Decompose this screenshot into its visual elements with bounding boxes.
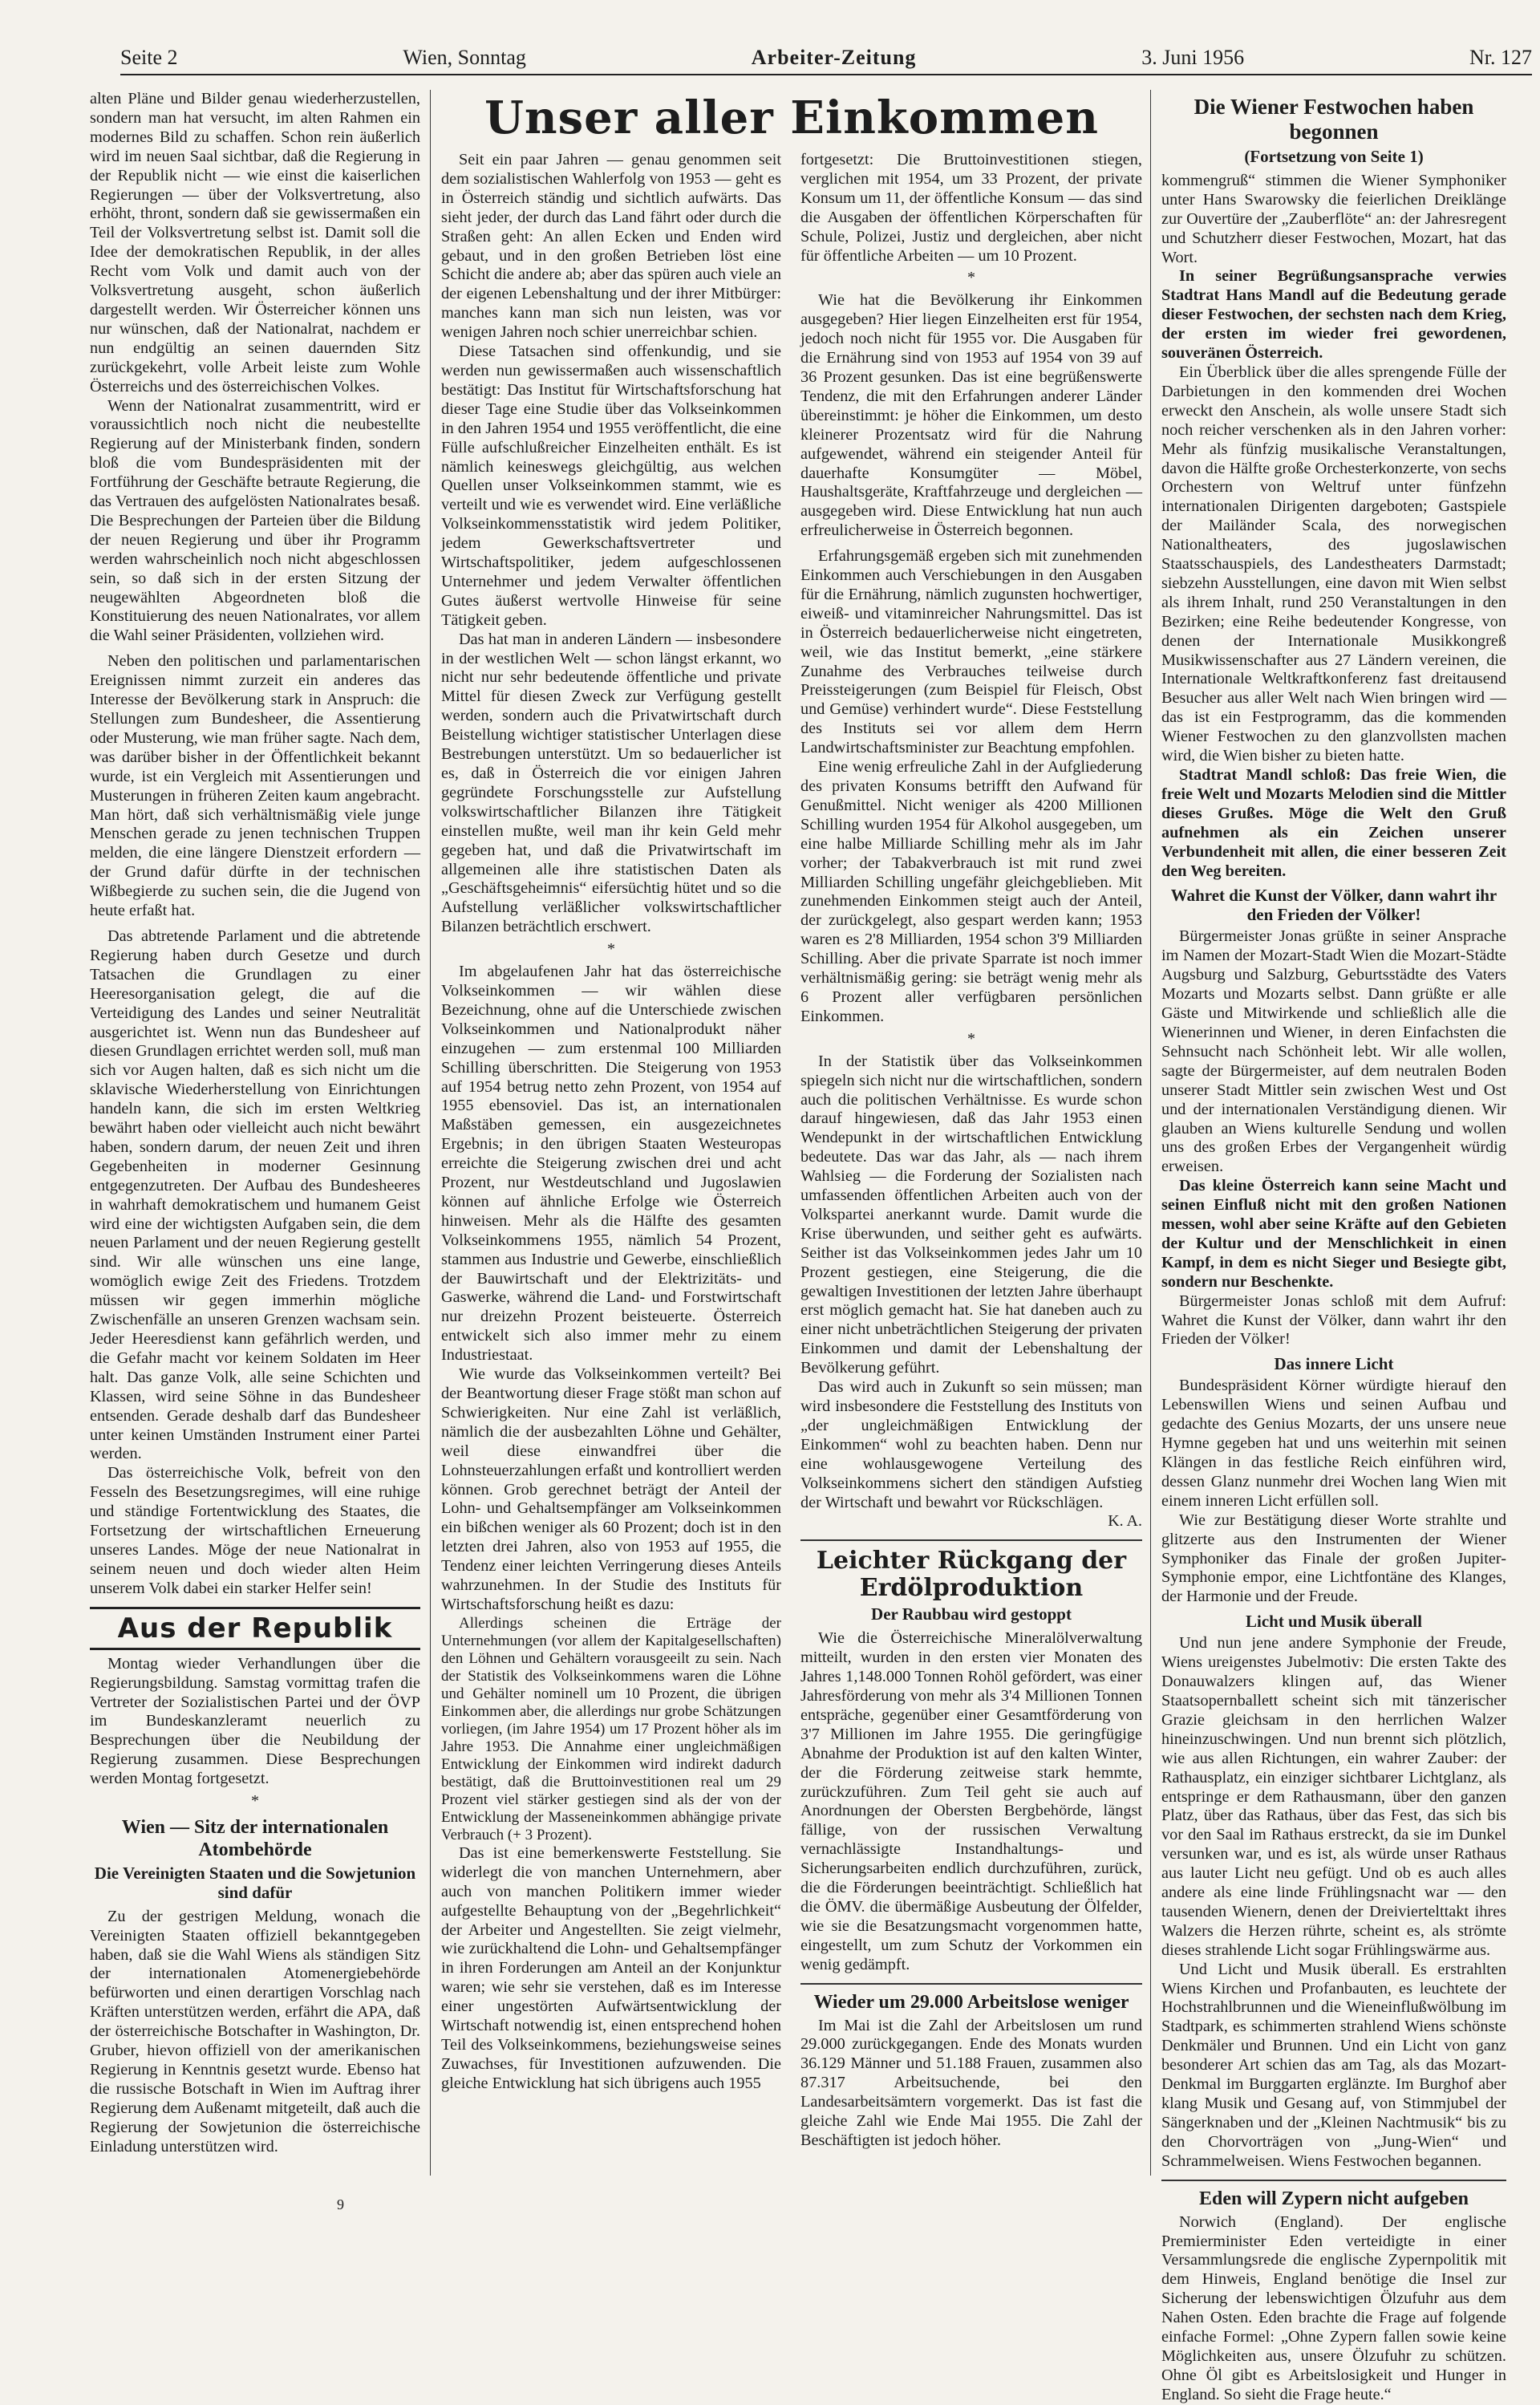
headline-arbeitslose: Wieder um 29.000 Arbeitslose weniger xyxy=(813,1991,1129,2013)
article-paragraph: Wie die Österreichische Mineralölverwaltung mitteilt, wurden in den ersten vier Monaten des Jahres 1,148.000 Tonnen Rohöl gefördert, was einer Jahresförderung von mehr als 3'4 Millionen Tonnen entspräche, gegenüber einer Gesamtförderung von 3'7 Millionen im Jahre 1955. Die geringfügige Abnahme der Produktion ist auf den kalten Winter, der die Förderung zeitweise stark hemmte, zurückzuführen. Zum Teil geht sie auch auf Anordnungen der Obersten Bergbehörde, längst fällige, von der russischen Verwaltung vernachlässigte Instandhaltungs- und Sicherungsarbeiten endlich durchzuführen, zurück, die die Förderungen beeinträchtigt. Schließlich hat die ÖMV. die übermäßige Ausbeutung der Ölfelder, wie sie die Besatzungsmacht vorgenommen hatte, eingestellt, um zum Schutz der Vorkommen ein wenig gedämpft. xyxy=(800,1629,1142,1973)
headline-zypern: Eden will Zypern nicht aufgeben xyxy=(1198,2188,1469,2209)
article-paragraph: alten Pläne und Bilder genau wiederherzustellen, sondern man hat versucht, im alten Rahmen ein modernes Bild zu schaffen. Schon rein äußerlich wird im neuen Saal sichtbar, daß die Regierung in der Republik nicht — wie einst die kaiserlichen Regierungen — über der Volksvertretung, also erhöht, thront, sondern daß sie gewissermaßen ein Teil der Volksvertretung selbst ist. Damit soll die Idee der demokratischen Republik, in der alles Recht vom Volk und damit auch von der Volksvertretung ausgeht, schon äußerlich dargestellt werden. Wir Österreicher können uns nur wünschen, daß der Nationalrat, nachdem er nun endgültig an seinen dauernden Sitz zurückgekehrt, volle Arbeit leiste zum Wohle Österreichs und des österreichischen Volkes. xyxy=(90,90,420,395)
column-2 xyxy=(441,151,781,2176)
article-paragraph: Stadtrat Mandl schloß: Das freie Wien, die freie Welt und Mozarts Melodien sind die Mittler dieses Grußes. Möge die Welt den Gruß aufnehmen als ein Zeichen unserer Verbundenheit mit allen, die einer besseren Zeit den Weg bereiten. xyxy=(1161,766,1506,880)
article-paragraph: Das wird auch in Zukunft so sein müssen; man wird insbesondere die Feststellung des Instituts von „der ungleichmäßigen Entwicklung der Einkommen“ wohl zu beachten haben. Denn nur eine wohlausgewogene Verteilung des Volkseinkommens sichert den ständigen Aufstieg der Wirtschaft und bewahrt vor Rückschlägen. xyxy=(800,1378,1142,1511)
section-divider xyxy=(800,1539,1142,1541)
issue-number: Nr. 127 xyxy=(1469,46,1532,69)
headline-licht-und-musik: Licht und Musik überall xyxy=(1246,1612,1422,1632)
column-rule xyxy=(430,90,431,2176)
subheadline-erdoel: Der Raubbau wird gestoppt xyxy=(871,1604,1072,1624)
article-paragraph: Das abtretende Parlament und die abtretende Regierung haben durch Gesetze und durch Tatsachen die Grundlagen zu einer Heeresorganisation gelegt, die auf die Verteidigung des Landes und seiner Neutralität ausgerichtet ist. Wenn nun das Bundesheer auf diesen Grundlagen errichtet werden soll, muß man sich vor Augen halten, daß es sich nicht um die sklavische Wiederherstellung von Einrichtungen handeln kann, die sich im ersten Weltkrieg bewährt haben oder vielleicht auch nicht bewährt haben, sondern darum, der neuen Zeit und ihren Gegebenheiten in moderner Gesinnung entgegenzutreten. Der Aufbau des Bundesheeres in wahrhaft demokratischem und humanem Geist wird eine der wichtigsten Aufgaben sein, die dem neuen Parlament und der neuen Regierung gestellt sind. Wir alle wünschen uns eine lange, womöglich ewige Zeit des Friedens. Trotzdem müssen wir gegen immerhin mögliche Zwischenfälle an unseren Grenzen wachsam sein. Jeder Heeresdienst kann gefährlich werden, und die Gefahr macht vor keinem Soldaten im Heer halt. Das ganze Volk, alle seine Schichten und Klassen, wird seine Söhne in das Bundesheer entsenden. Gerade deshalb darf das Bundesheer unter keinen Umständen Instrument einer Partei werden. xyxy=(90,927,420,1463)
author-signature: K. A. xyxy=(1108,1512,1142,1531)
article-paragraph: Bundespräsident Körner würdigte hierauf den Lebenswillen Wiens und seinen Aufbau und gedachte des Genius Mozarts, der uns unsere neue Hymne gegeben hat und uns weiterhin mit seinen Klängen in das festliche Reich einführen wird, dessen Glanz nunmehr drei Wochen lang Wien mit einem inneren Licht erfüllen soll. xyxy=(1161,1377,1506,1510)
article-paragraph: Das hat man in anderen Ländern — insbesondere in der westlichen Welt — schon längst erkannt, wo nicht nur sehr bedeutende öffentliche und private Mittel für diesen Zweck zur Verfügung gestellt werden, sondern auch die Privatwirtschaft durch Beistellung wichtiger statistischer Unterlagen diese Bestrebungen unterstützt. Um so bedauerlicher ist es, daß in Österreich die vor einigen Jahren gegründete Forschungsstelle zur Aufstellung volkswirtschaftlicher Bilanzen ihre Tätigkeit einstellen mußte, weil man ihr kein Geld mehr gegeben hat, und daß die Privatwirtschaft im allgemeinen alle ihre statistischen Daten als „Geschäftsgeheimnis“ eifersüchtig hütet und so die Aufstellung verläßlicher volkswirtschaftlicher Bilanzen beträchtlich erschwert. xyxy=(441,630,781,936)
article-paragraph: Im abgelaufenen Jahr hat das österreichische Volkseinkommen — wir wählen diese Bezeichnung, ohne auf die Unterschiede zwischen Volkseinkommen und Nationalprodukt näher einzugehen — zum erstenmal 100 Milliarden Schilling überschritten. Die Steigerung von 1953 auf 1954 betrug netto zehn Prozent, von 1954 auf 1955 ebensoviel. Das ist, an internationalen Maßstäben gemessen, ein ausgezeichnetes Ergebnis; in den übrigen Staaten Westeuropas erreichte die Steigerung zwischen drei und acht Prozent, nur Westdeutschland und Jugoslawien können auf ähnliche Erfolge wie Österreich hinweisen. Mehr als die Hälfte des gesamten Volkseinkommens 1955, nämlich 54 Prozent, stammen aus Industrie und Gewerbe, einschließlich der Bauwirtschaft und der Elektrizitäts- und Gaswerke, während die Land- und Forstwirtschaft nur dreizehn Prozent beisteuerte. Österreich entwickelt sich also immer mehr zu einem Industriestaat. xyxy=(441,963,781,1365)
article-paragraph: Wie wurde das Volkseinkommen verteilt? Bei der Beantwortung dieser Frage stößt man schon auf Schwierigkeiten. Nur eine Zahl ist verläßlich, nämlich die der ausbezahlten Löhne und Gehälter, weil diese einwandfrei über die Lohnsteuerzahlungen erfaßt und kontrolliert werden können. Grob gerechnet beträgt der Anteil der Lohn- und Gehaltsempfänger am Volkseinkommen ein bißchen weniger als 60 Prozent; doch ist in den letzten drei Jahren, also von 1953 auf 1955, die Tendenz einer leichten Verringerung dieses Anteils wahrzunehmen. In der Studie des Instituts für Wirtschaftsforschung heißt es dazu: xyxy=(441,1365,781,1613)
continuation-note: (Fortsetzung von Seite 1) xyxy=(1244,147,1424,166)
headline-kunst-der-voelker: Wahret die Kunst der Völker, dann wahrt ihr den Frieden der Völker! xyxy=(1170,886,1497,925)
article-paragraph: Und nun jene andere Symphonie der Freude, Wiens ureigenstes Jubelmotiv: Die ersten Takte des Donauwalzers klingen auf, das Wiener Staatsopernballett scheint sich mit tänzerischer Grazie gleichsam in den herrlichen Walzer hineinzuschwingen. Und nun brennt sich plötzlich, wie aus allen Richtungen, ein wahrer Zauber: der Rathausplatz, ein einziger sichtbarer Lichtglanz, als entspringe er dem Rathausmann, über den ganzen Platz, über das Rathaus, über das Fest, das sich bis vor den Saal im Rathaus erstreckt, da sie im Dunkel versunken war, und es ist, als würde unser Rathaus aus lauter Licht neu gefügt. Und ob es auch alles andere als eine linde Frühlingsnacht war — den tausenden Wienern, denen der Dreiviertelttakt ihres Walzers die Herzen rührte, scheint es, als strömte dieses strahlende Licht sogar Frühlingswärme aus. xyxy=(1161,1634,1506,1959)
article-paragraph: Neben den politischen und parlamentarischen Ereignissen nimmt zurzeit ein anderes das Interesse der Bevölkerung stark in Anspruch: die Stellungen zum Bundesheer, die Assentierung oder Musterung, wie man früher sagte. Nach dem, was darüber bisher in der Öffentlichkeit bekannt wurde, ist ein Vergleich mit Assentierungen und Musterungen in früheren Zeiten kaum angebracht. Man hört, daß sich verhältnismäßig viele junge Menschen gerade zu jenen technischen Truppen melden, die eine längere Dienstzeit erfordern — der Grund dafür dürfte in der technischen Wißbegierde zu suchen sein, die die Jugend von heute erfaßt hat. xyxy=(90,652,420,920)
separator-star: * xyxy=(967,1029,975,1048)
separator-star: * xyxy=(251,1792,259,1811)
article-paragraph: Das kleine Österreich kann seine Macht und seinen Einfluß nicht mit den großen Nationen messen, wohl aber seine Kräfte auf den Gebieten der Kultur und der Menschlichkeit in einen Kampf, in dem es nicht Sieger und Besiegte gibt, sondern nur Beschenkte. xyxy=(1161,1177,1506,1291)
lead-headline: Unser aller Einkommen xyxy=(484,91,1099,144)
article-quote: Allerdings scheinen die Erträge der Unternehmungen (vor allem der Kapitalgesellschaften) den Löhnen und Gehältern vorausgeeilt zu sein. Nach der Statistik des Volkseinkommens waren die Löhne und Gehälter nominell um 10 Prozent, die übrigen Einkommen aber, die allerdings nur grobe Schätzungen vorliegen, (im Jahre 1954) um 17 Prozent höher als im Jahre 1953. Die Annahme einer ungleichmäßigen Entwicklung der Einkommen wird indirekt dadurch bestätigt, daß die Bruttoinvestitionen real um 29 Prozent viel stärker gestiegen sind als der von der Entwicklung der Masseneinkommen abhängige private Verbrauch (+ 3 Prozent). xyxy=(441,1614,781,1843)
headline-erdoel: Leichter Rückgang der Erdölproduktion xyxy=(816,1547,1127,1603)
article-paragraph: Seit ein paar Jahren — genau genommen seit dem sozialistischen Wahlerfolg von 1953 — geht es in Österreich ständig und sichtlich aufwärts. Das sieht jeder, der durch das Land fährt oder durch die Straßen geht: An allen Ecken und Enden wird gebaut, und in den großen Betrieben löst eine Schicht die andere ab; aber das spüren auch viele an der eigenen Lebenshaltung und der ihrer Mitbürger: manches kann man sich nun leisten, was vor wenigen Jahren noch schier unerreichbar schien. xyxy=(441,151,781,342)
page-number: Seite 2 xyxy=(120,46,178,69)
article-paragraph: Das österreichische Volk, befreit von den Fesseln des Besetzungsregimes, will eine ruhige und ständige Fortentwicklung des Staates, die Fortsetzung der wirtschaftlichen Erneuerung unseres Landes. Möge der neue Nationalrat in seinem neuen und doch wieder alten Heim unserem Volk dabei ein starker Helfer sein! xyxy=(90,1464,420,1597)
separator-star: * xyxy=(607,940,615,959)
headline-festwochen: Die Wiener Festwochen haben begonnen xyxy=(1194,95,1474,144)
headline-atombehoerde: Wien — Sitz der internationalen Atombehörde xyxy=(121,1816,389,1860)
article-paragraph: In der Statistik über das Volkseinkommen spiegeln sich nicht nur die wirtschaftlichen, sondern auch die politischen Verhältnisse. Es wurde schon darauf hingewiesen, daß das Jahr 1953 einen Wendepunkt in der wirtschaftlichen Entwicklung bedeutete. Das war das Jahr, als — nach ihrem Wahlsieg — die Forderung der Sozialisten nach umfassenden öffentlichen Arbeiten auch von der Volkspartei anerkannt wurde. Damit wurde die Krise überwunden, und seither geht es aufwärts. Seither ist das Volkseinkommen jedes Jahr um 10 Prozent gestiegen, eine Steigerung, die die gewaltigen Investitionen der letzten Jahre überhaupt erst möglich gemacht hat. Sie hat daneben auch zu einer nicht unbeträchtlichen Steigerung der privaten Einkommen und damit der Lebenshaltung der Bevölkerung geführt. xyxy=(800,1052,1142,1377)
subheadline-atombehoerde: Die Vereinigten Staaten und die Sowjetunion sind dafür xyxy=(94,1863,416,1902)
city-day: Wien, Sonntag xyxy=(403,46,526,69)
separator-star: * xyxy=(967,269,975,287)
article-paragraph: Im Mai ist die Zahl der Arbeitslosen um rund 29.000 zurückgegangen. Ende des Monats wurden 36.129 Männer und 51.188 Frauen, zusammen also 87.317 Arbeitsuchende, bei den Landesarbeitsämtern vorgemerkt. Das ist fast die gleiche Zahl wie Ende Mai 1955. Die Zahl der Beschäftigten ist jedoch höher. xyxy=(800,2016,1142,2149)
article-paragraph: Zu der gestrigen Meldung, wonach die Vereinigten Staaten offiziell bekanntgegeben haben, daß sie die Wahl Wiens als ständigen Sitz der internationalen Atomenergiebehörde befürworten und einen derartigen Vorschlag nach Kräften unterstützen werden, erfährt die APA, daß der österreichische Botschafter in Washington, Dr. Gruber, hievon offiziell von der amerikanischen Regierung in Kenntnis gesetzt wurde. Ebenso hat die russische Botschaft in Wien im Auftrag ihrer Regierung dem Außenamt mitgeteilt, daß auch die Regierung der Sowjetunion die österreichische Einladung unterstützen wird. xyxy=(90,1907,420,2156)
article-paragraph: fortgesetzt: Die Bruttoinvestitionen stiegen, verglichen mit 1954, um 33 Prozent, der private Konsum um 11, der öffentliche Konsum — das sind die Ausgaben der öffentlichen Körperschaften für Schule, Polizei, Justiz und dergleichen, aber nicht für öffentliche Arbeiten — um 10 Prozent. xyxy=(800,151,1142,265)
article-paragraph: Wenn der Nationalrat zusammentritt, wird er voraussichtlich noch nicht die neubestellte Regierung auf der Ministerbank finden, sondern bloß die vom Bundespräsidenten mit der Fortführung der Geschäfte betraute Regierung, die das Vertrauen des aufgelösten Nationalrates besaß. Die Besprechungen der Parteien über die Bildung der neuen Regierung und über ihr Programm werden wahrscheinlich noch nicht abgeschlossen sein, so daß sich in der ersten Sitzung der neugewählten Abgeordneten bloß die Konstituierung des neuen Nationalrates, vor allem die Wahl seiner Präsidenten, vollziehen wird. xyxy=(90,396,420,645)
article-paragraph: Ein Überblick über die alles sprengende Fülle der Darbietungen in den kommenden drei Wochen erweckt den Anschein, als wolle unsere Stadt sich noch reicher verschenken als in den Jahren vorher: Mehr als fünfzig musikalische Veranstaltungen, davon die Hälfte große Orchesterkonzerte, von sechs Orchestern von Weltruf unter fünfzehn internationalen Dirigenten dargeboten; Gastspiele der Mailänder Scala, des norwegischen Nationaltheaters, des jugoslawischen Staatsschauspiels, des Landestheaters Darmstadt; siebzehn Ausstellungen, eine davon mit Wien selbst als ihrem Inhalt, rund 250 Veranstaltungen in den Bezirken; eine Reihe bedeutender Kongresse, von denen der Internationale Musikkongreß Musikwissenschafter aus 27 Ländern vereinen, die Internationale Weltkraftkonferenz fast dreitausend Besucher aus aller Welt nach Wien bringen wird — das ist ein Festprogramm, das die kommenden Wiener Festwochen zu den glanzvollsten machen wird, die Wien bisher zu bieten hatte. xyxy=(1161,363,1506,765)
column-rule xyxy=(1150,90,1151,2176)
article-paragraph: Erfahrungsgemäß ergeben sich mit zunehmenden Einkommen auch Verschiebungen in den Ausgaben für die Ernährung, nämlich zugunsten hochwertiger, eiweiß- und vitaminreicher Nahrungsmittel. Das ist in Österreich bedauerlicherweise nicht eingetreten, weil, wie das Institut bemerkt, „eine stärkere Zunahme des Verbrauches teilweise durch Preissteigerungen (zum Beispiel für Fleisch, Obst und Gemüse) verhindert wurde“. Diese Feststellung des Instituts sei vor allem dem Herrn Landwirtschaftsminister zur Beachtung empfohlen. xyxy=(800,547,1142,757)
column-4 xyxy=(1161,90,1506,2403)
article-paragraph: Und Licht und Musik überall. Es erstrahlten Wiens Kirchen und Profanbauten, es leuchtete der Hochstrahlbrunnen und die Wieneinflußwölbung im Stadtpark, es schimmerten strahlend Wiens schönste Denkmäler und Brunnen. Und ein Licht von ganz besonderer Art schien das am Tag, als das Mozart-Denkmal im Burggarten erglänzte. Im Burghof aber klang Musik und Gesang auf, von Stimmjubel der Sängerknaben und der „Kleinen Nachtmusik“ bis zu den Chorvorträgen von „Jung-Wien“ und Schrammelweisen. Wiens Festwochen begannen. xyxy=(1161,1960,1506,2170)
article-paragraph: Bürgermeister Jonas grüßte in seiner Ansprache im Namen der Mozart-Stadt Wien die Mozart-Städte Augsburg und Salzburg, Geburtsstädte des Vaters Mozarts und Mozarts selbst. Dann grüßte er alle Gäste und Mitwirkende und schließlich alle die Wienerinnen und Wiener, in deren Einfachsten die Sehnsucht nach Schönheit lebt. Wir alle wollen, sagte der Bürgermeister, auf dem neutralen Boden unserer Stadt Mittler sein zwischen West und Ost und der internationalen Verständigung dienen. Wir glauben an Wiens kulturelle Sendung und wollen uns des großen Erbes der Vergangenheit würdig erweisen. xyxy=(1161,927,1506,1176)
section-divider xyxy=(800,1983,1142,1985)
column-3 xyxy=(800,151,1142,2176)
headline-inneres-licht: Das innere Licht xyxy=(1274,1354,1394,1374)
column-1 xyxy=(90,90,420,2176)
section-divider xyxy=(1161,2180,1506,2181)
article-paragraph: Montag wieder Verhandlungen über die Regierungsbildung. Samstag vormittag trafen die Vertreter der Sozialistischen Partei und der ÖVP im Bundeskanzleramt neuerlich zu Besprechungen über die Neubildung der Regierung zusammen. Diese Besprechungen werden Montag fortgesetzt. xyxy=(90,1654,420,1788)
article-paragraph: Das ist eine bemerkenswerte Feststellung. Sie widerlegt die von manchen Unternehmern, aber auch von manchen Politikern immer wieder aufgestellte Behauptung von der „Begehrlichkeit“ der Arbeiter und Angestellten. Sie zeigt vielmehr, wie zurückhaltend die Lohn- und Gehaltsempfänger in ihren Forderungen am Anteil an der Konjunktur waren; wie sehr sie verstehen, daß es im Interesse einer ungestörten Aufwärtsentwicklung der Wirtschaft notwendig ist, einen entsprechend hohen Teil des Volkseinkommens, beziehungsweise seines Zuwachses, für Investitionen aufzuwenden. Die gleiche Entwicklung hat sich übrigens auch 1955 xyxy=(441,1843,781,2092)
article-paragraph: In seiner Begrüßungsansprache verwies Stadtrat Hans Mandl auf die Bedeutung gerade dieser Festwochen, der sechsten nach dem Krieg, der ersten im wieder frei gewordenen, souveränen Österreich. xyxy=(1161,267,1506,363)
issue-date: 3. Juni 1956 xyxy=(1141,46,1245,69)
page-folio: 9 xyxy=(337,2196,344,2212)
article-paragraph: kommengruß“ stimmen die Wiener Symphoniker unter Hans Swarowsky die feierlichen Dreiklänge zur Ouvertüre der „Zauberflöte“ an: der Jahresregent und Schutzherr dieser Festwochen, Mozart, hat das Wort. xyxy=(1161,171,1506,266)
article-paragraph: Diese Tatsachen sind offenkundig, und sie werden nun gewissermaßen auch wissenschaftlich bestätigt: Das Institut für Wirtschaftsforschung hat dieser Tage eine Studie über das Volkseinkommen in den Jahren 1954 und 1955 veröffentlicht, die eine Fülle aufschlußreicher Einzelheiten enthält. Es ist nämlich keineswegs gleichgültig, aus welchen Quellen unser Volkseinkommen stammt, wie es verteilt und wie es verwendet wird. Eine verläßliche Volkseinkommensstatistik wird jedem Politiker, jedem Gewerkschaftsvertreter und Wirtschaftspolitiker, jedem aufgeschlossenen Unternehmer und jedem Verwalter öffentlichen Gutes äußerst wertvolle Hinweise für seine Tätigkeit geben. xyxy=(441,343,781,629)
article-paragraph: Bürgermeister Jonas schloß mit dem Aufruf: Wahret die Kunst der Völker, dann wahrt ihr den Frieden der Völker! xyxy=(1161,1292,1506,1349)
article-paragraph: Wie zur Bestätigung dieser Worte strahlte und glitzerte aus den Instrumenten der Wiener Symphoniker das Finale der großen Jupiter-Symphonie empor, eine Lichtfontäne des Klanges, der Harmonie und der Freude. xyxy=(1161,1511,1506,1606)
article-paragraph: Norwich (England). Der englische Premierminister Eden verteidigte in einer Versammlungsrede die englische Zypernpolitik mit dem Hinweis, England benötige die Insel zur Sicherung der lebenswichtigen Ölzufuhr aus dem Nahen Osten. Eden brachte die Frage auf folgende einfache Formel: „Ohne Zypern fallen sowie keine Möglichkeiten aus, unsere Ölzufuhr zu schützen. Ohne Öl gibt es Arbeitslosigkeit und Hunger in England. So sieht die Frage heute.“ xyxy=(1161,2212,1506,2403)
page-header xyxy=(120,42,1532,75)
article-paragraph: Eine wenig erfreuliche Zahl in der Aufgliederung des privaten Konsums betrifft den Aufwand für Genußmittel. Nicht weniger als 4200 Millionen Schilling wurden 1954 für Alkohol ausgegeben, um eine halbe Milliarde Schilling mehr als im Jahr vorher; der Tabakverbrauch ist mit rund zwei Milliarden Schilling ungefähr gleichgeblieben. Mit zunehmenden Einkommen steigt auch der Anteil, der zurückgelegt, also gespart werden kann; 1953 waren es 2'8 Milliarden, 1954 schon 3'9 Milliarden Schilling. Aber die private Sparrate ist noch immer verhältnismäßig gering: sie beträgt wenig mehr als 6 Prozent aller verfügbaren persönlichen Einkommen. xyxy=(800,758,1142,1025)
newspaper-name: Arbeiter-Zeitung xyxy=(751,46,917,69)
article-paragraph: Wie hat die Bevölkerung ihr Einkommen ausgegeben? Hier liegen Einzelheiten erst für 1954, jedoch noch nicht für 1955 vor. Die Ausgaben für die Ernährung sind von 1953 auf 1954 von 39 auf 36 Prozent gesunken. Das ist eine begrüßenswerte Tendenz, die mit den Erfahrungen anderer Länder übereinstimmt: je höher die Einkommen, um desto kleinerer Prozentsatz wird für die Nahrung aufgewendet, während ein steigender Anteil für dauerhafte Konsumgüter — Möbel, Haushaltsgeräte, Kraftfahrzeuge und dergleichen — ausgegeben wird. Diese Entwicklung hat nun auch erfreulicherweise in Österreich begonnen. xyxy=(800,291,1142,540)
section-rubric: Aus der Republik xyxy=(90,1607,420,1650)
